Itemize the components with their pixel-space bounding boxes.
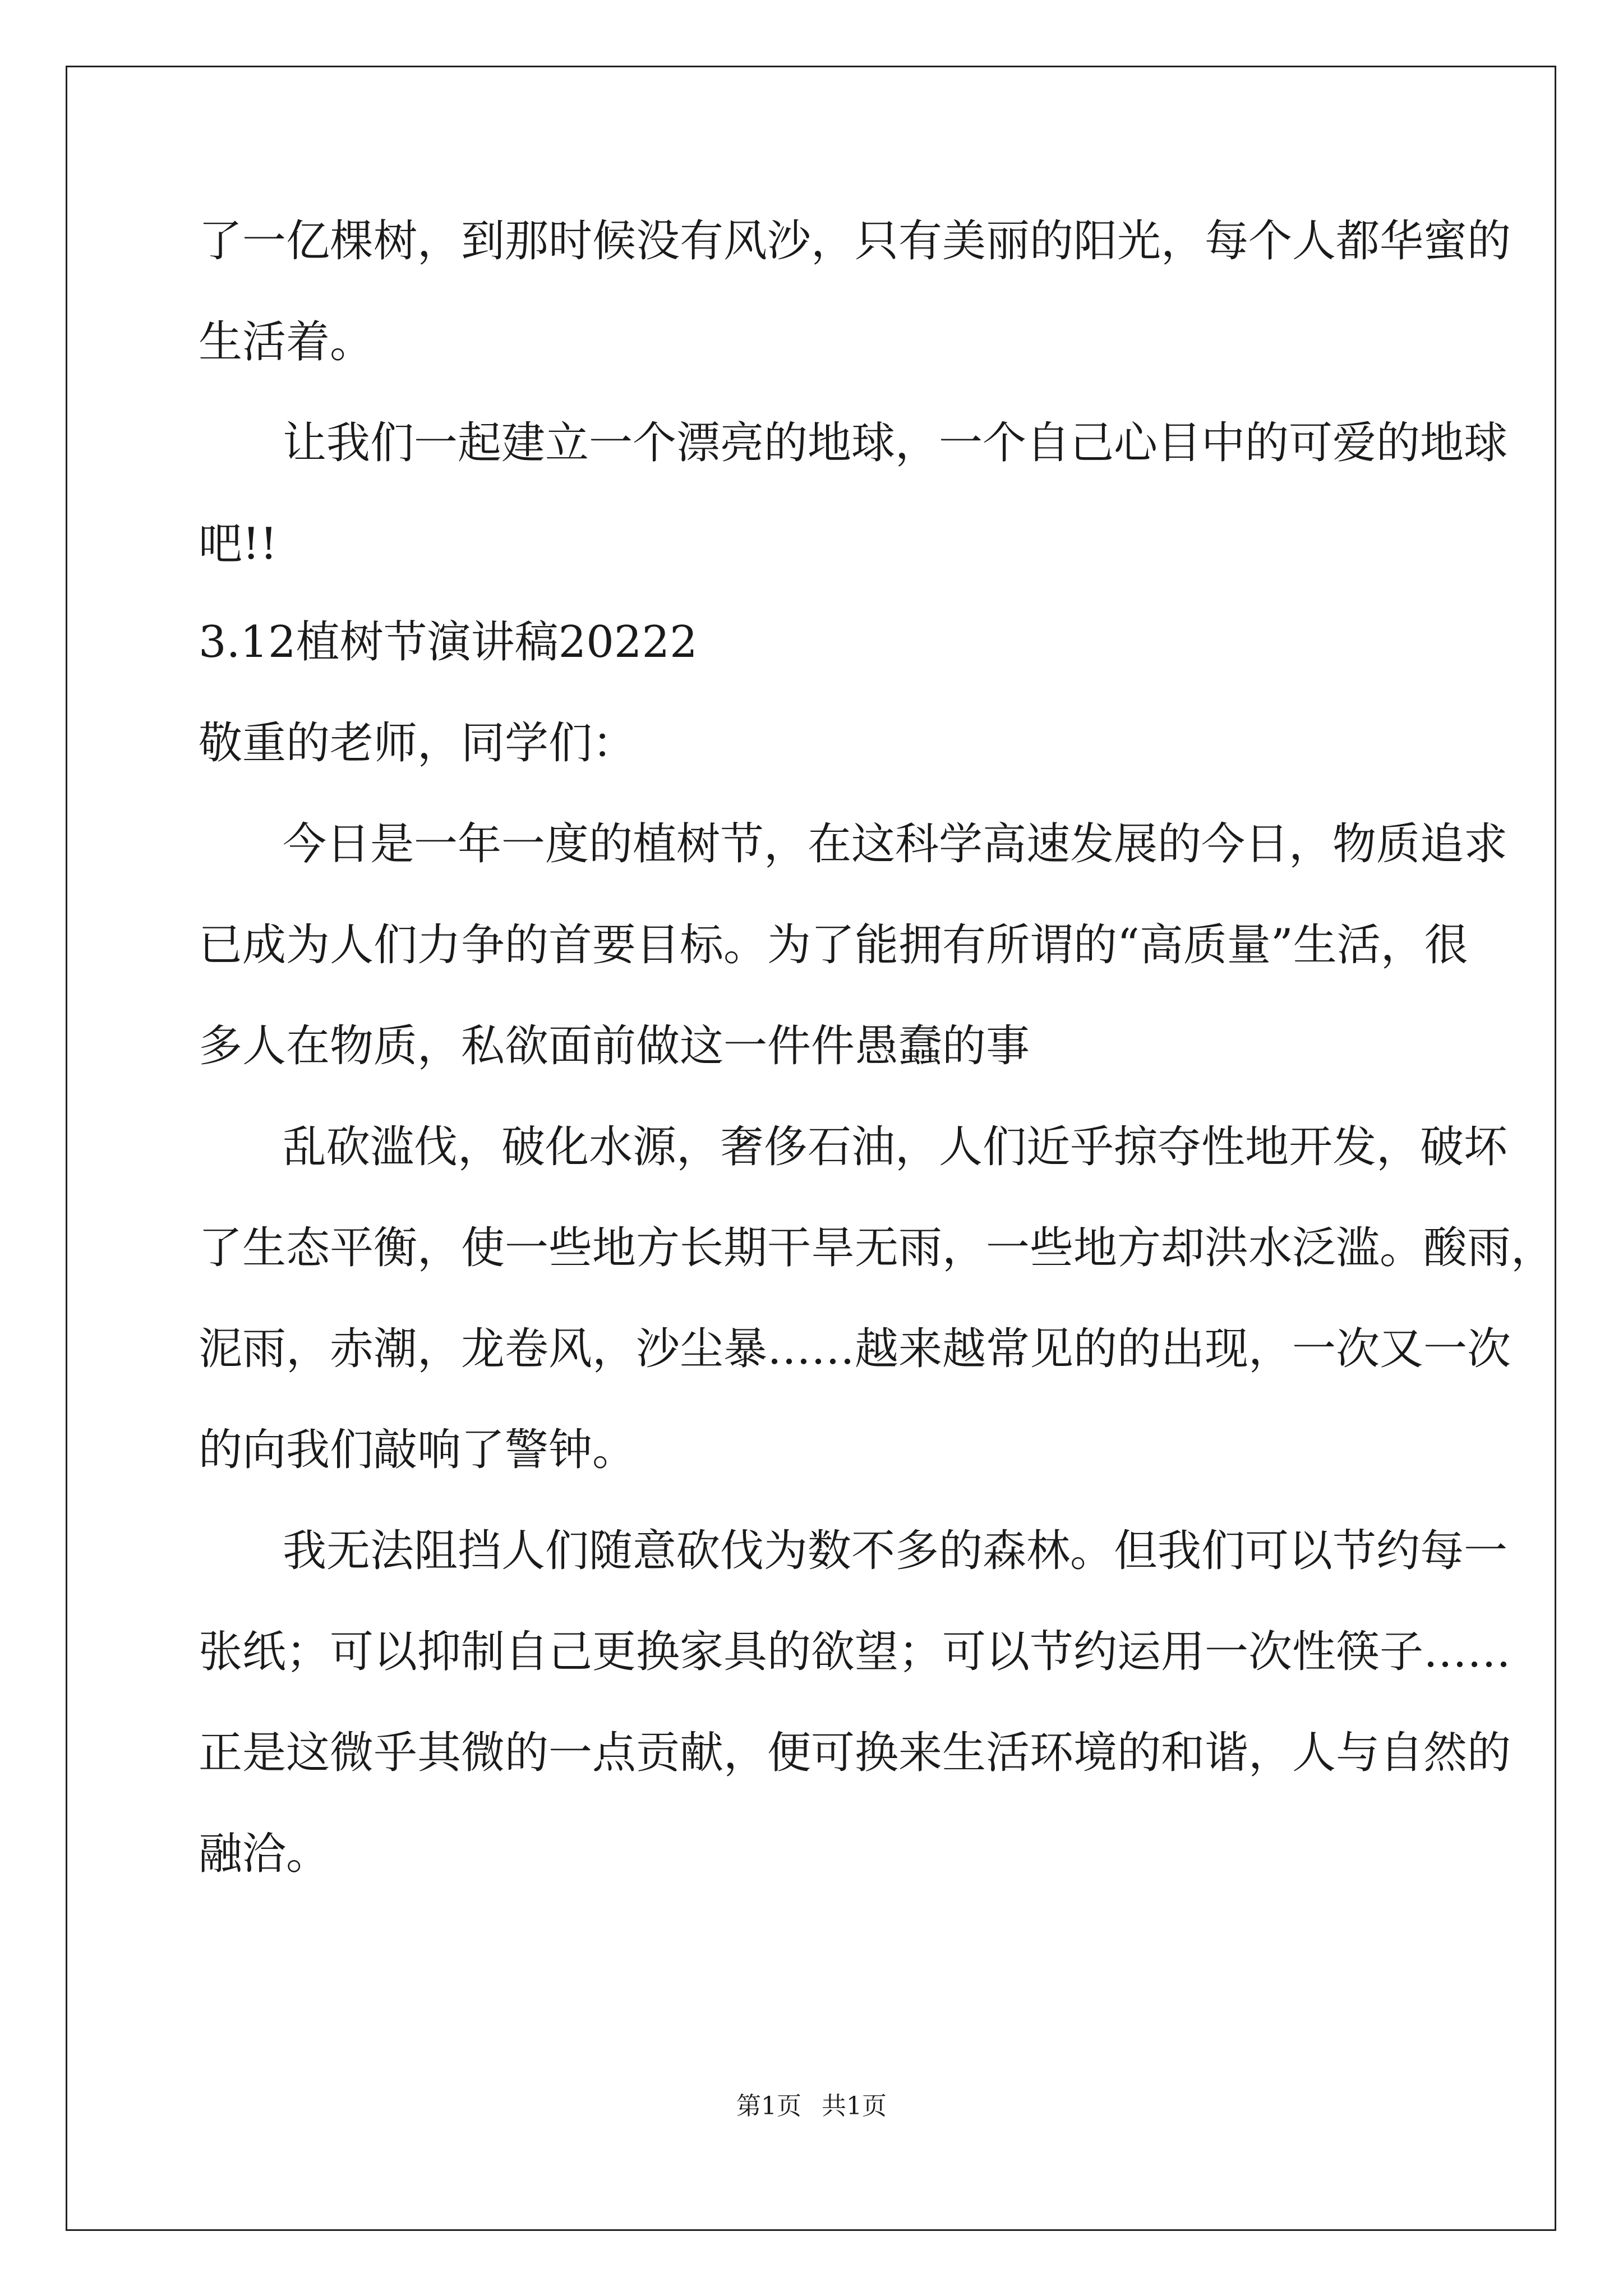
page-number: 第1页	[736, 2092, 801, 2120]
text-line: 已成为人们力争的首要目标。为了能拥有所谓的“高质量”生活，很	[199, 920, 1468, 970]
text-line: 多人在物质，私欲面前做这一件件愚蠢的事	[199, 1021, 1030, 1071]
page-total: 共1页	[822, 2092, 887, 2120]
page-footer	[0, 2090, 1623, 2123]
text-line: 了一亿棵树，到那时候没有风沙，只有美丽的阳光，每个人都华蜜的	[199, 216, 1511, 266]
text-line: 了生态平衡，使一些地方长期干旱无雨，一些地方却洪水泛滥。酸雨，	[199, 1223, 1555, 1273]
salutation: 敬重的老师，同学们：	[199, 718, 637, 769]
text-line: 让我们一起建立一个漂亮的地球，一个自己心目中的可爱的地球	[283, 418, 1508, 468]
text-line: 吧!!	[199, 519, 278, 569]
text-line: 生活着。	[199, 317, 374, 367]
text-line: 泥雨，赤潮，龙卷风，沙尘暴……越来越常见的的出现，一次又一次	[199, 1324, 1511, 1374]
text-line: 乱砍滥伐，破化水源，奢侈石油，人们近乎掠夺性地开发，破坏	[283, 1122, 1508, 1172]
section-title: 3.12植树节演讲稿20222	[199, 617, 698, 668]
text-line: 我无法阻挡人们随意砍伐为数不多的森林。但我们可以节约每一	[283, 1526, 1508, 1576]
text-line: 正是这微乎其微的一点贡献，便可换来生活环境的和谐，人与自然的	[199, 1728, 1511, 1778]
text-line: 融洽。	[199, 1829, 330, 1879]
text-line: 的向我们敲响了警钟。	[199, 1425, 637, 1475]
text-line: 张纸；可以抑制自己更换家具的欲望；可以节约运用一次性筷子……	[199, 1627, 1511, 1677]
text-line: 今日是一年一度的植树节，在这科学高速发展的今日，物质追求	[283, 819, 1508, 869]
